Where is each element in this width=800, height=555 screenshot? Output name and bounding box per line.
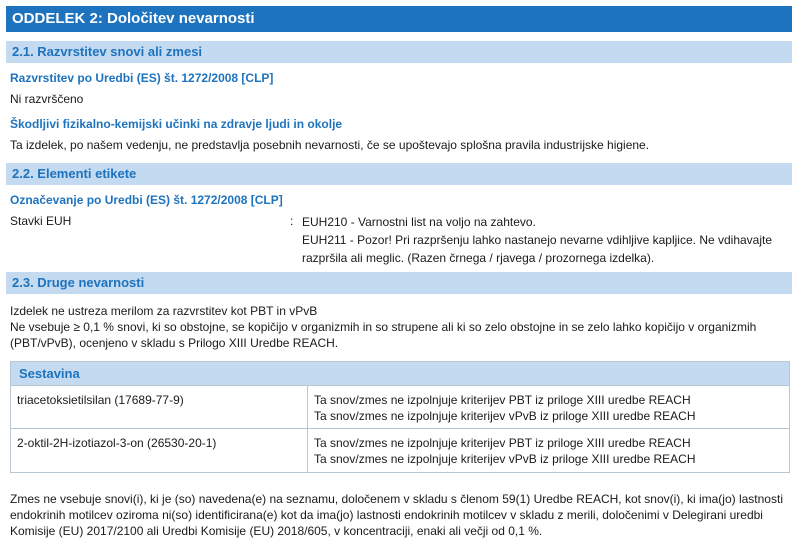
table-row (11, 386, 789, 429)
pbt-svhc-line-cont: (PBT/vPvB), ocenjeno v skladu s Prilogo XIII Uredbe REACH. (10, 336, 339, 350)
endocrine-statement-line-2: endokrinih motilcev oziroma ni(so) identificirana(e) kot da ima(jo) lastnosti endokrinih motilcev v skladu z merili, določenimi v Delegirani uredbi (10, 508, 763, 522)
table-header: Sestavina (11, 362, 789, 386)
subsection-2-2-title: 2.2. Elementi etikete (6, 163, 792, 185)
physchem-effects-text: Ta izdelek, po našem vedenju, ne predstavlja posebnih nevarnosti, če se upoštevajo splošna pravila industrijske higiene. (10, 138, 650, 152)
vpvb-criterion: Ta snov/zmes ne izpolnjuje kriterijev vPvB iz priloge XIII uredbe REACH (314, 409, 696, 423)
ingredient-criteria (308, 386, 789, 428)
subsection-2-3-title: 2.3. Druge nevarnosti (6, 272, 792, 294)
euh-statements-label: Stavki EUH (10, 214, 72, 228)
pbt-criterion: Ta snov/zmes ne izpolnjuje kriterijev PBT iz priloge XIII uredbe REACH (314, 436, 691, 450)
label-elements-heading: Označevanje po Uredbi (ES) št. 1272/2008 [CLP] (10, 193, 283, 207)
physchem-effects-heading: Škodljivi fizikalno-kemijski učinki na zdravje ljudi in okolje (10, 117, 343, 131)
ingredients-table (10, 361, 790, 473)
ingredient-name: 2-oktil-2H-izotiazol-3-on (26530-20-1) (11, 429, 308, 472)
clp-classification-value: Ni razvrščeno (10, 92, 84, 106)
euh-statements-values (302, 213, 792, 267)
euh-statements-colon: : (290, 214, 294, 228)
subsection-2-1-title: 2.1. Razvrstitev snovi ali zmesi (6, 41, 792, 63)
pbt-criterion: Ta snov/zmes ne izpolnjuje kriterijev PBT iz priloge XIII uredbe REACH (314, 393, 691, 407)
clp-classification-heading: Razvrstitev po Uredbi (ES) št. 1272/2008 [CLP] (10, 71, 274, 85)
vpvb-criterion: Ta snov/zmes ne izpolnjuje kriterijev vPvB iz priloge XIII uredbe REACH (314, 452, 696, 466)
euh211-line: EUH211 - Pozor! Pri razpršenju lahko nastanejo nevarne vdihljive kapljice. Ne vdihavajte (302, 233, 773, 247)
ingredient-name: triacetoksietilsilan (17689-77-9) (11, 386, 308, 428)
ingredient-criteria (308, 429, 789, 472)
table-row (11, 429, 789, 472)
endocrine-statement-line-3: Komisije (EU) 2017/2100 ali Uredbi Komisije (EU) 2018/605, v koncentraciji, enaki ali večji od 0,1 %. (10, 524, 543, 538)
euh210-line: EUH210 - Varnostni list na voljo na zahtevo. (302, 215, 536, 229)
pbt-svhc-line: Ne vsebuje ≥ 0,1 % snovi, ki so obstojne, se kopičijo v organizmih in so strupene ali ki so zelo obstojne in se zelo lahko kopičijo v organizmih (10, 320, 757, 334)
endocrine-statement-line: Zmes ne vsebuje snovi(i), ki je (so) navedena(e) na seznamu, določenem v skladu s členom 59(1) Uredbe REACH, kot snov(i), ki ima(jo) lastnosti (10, 492, 783, 506)
pbt-statement-line: Izdelek ne ustreza merilom za razvrstitev kot PBT in vPvB (10, 304, 318, 318)
section-title: ODDELEK 2: Določitev nevarnosti (6, 6, 792, 32)
euh211-line-cont: razpršila ali meglic. (Razen črnega / rjavega / prozornega izdelka). (302, 251, 655, 265)
